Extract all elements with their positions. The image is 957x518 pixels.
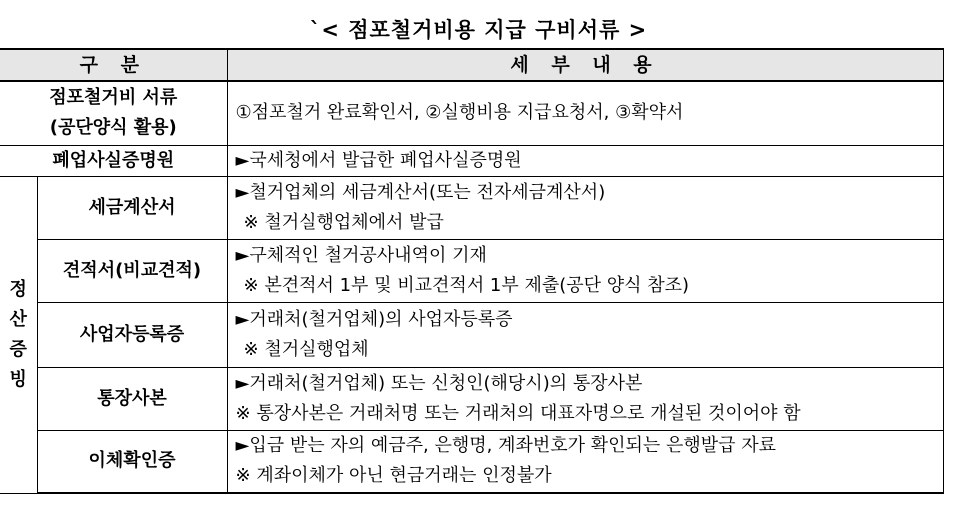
table-row	[0, 239, 943, 302]
header-details: 세 부 내 용	[227, 49, 943, 81]
table-row	[0, 81, 943, 145]
table-row	[0, 367, 943, 430]
row-category: 통장사본	[37, 367, 227, 430]
row-category: 세금계산서	[37, 176, 227, 239]
note-line: ※ 본견적서 1부 및 비교견적서 1부 제출(공단 양식 참조)	[243, 274, 690, 296]
row-content	[227, 239, 943, 302]
row-category: 폐업사실증명원	[0, 145, 227, 176]
row-content	[227, 145, 943, 176]
group-label-char: 빙	[9, 368, 27, 390]
note-line: ※ 통장사본은 거래처명 또는 거래처의 대표자명으로 개설된 것이어야 함	[235, 402, 801, 424]
row-content	[227, 176, 943, 239]
row-category: 견적서(비교견적)	[37, 239, 227, 302]
row-content	[227, 302, 943, 367]
row-content	[227, 81, 943, 145]
row-category: 사업자등록증	[37, 302, 227, 367]
group-label-char: 산	[9, 308, 27, 330]
table-row	[0, 302, 943, 367]
row-content	[227, 430, 943, 493]
content-line: ►거래처(철거업체) 또는 신청인(해당시)의 통장사본	[235, 372, 643, 394]
content-line: ►입금 받는 자의 예금주, 은행명, 계좌번호가 확인되는 은행발급 자료	[235, 435, 777, 457]
category-line: (공단양식 활용)	[49, 117, 177, 139]
table-row	[0, 430, 943, 493]
row-content	[227, 367, 943, 430]
note-line: ※ 철거실행업체에서 발급	[243, 211, 444, 233]
note-line: ※ 철거실행업체	[243, 338, 369, 360]
content-line: ►구체적인 철거공사내역이 기재	[235, 244, 487, 266]
row-category	[0, 81, 227, 145]
table-header-row	[0, 49, 943, 81]
content-line: ►국세청에서 발급한 폐업사실증명원	[235, 149, 522, 171]
group-label	[0, 176, 37, 493]
content-line: ①점포철거 완료확인서, ②실행비용 지급요청서, ③확약서	[235, 102, 684, 124]
category-line: 점포철거비 서류	[49, 87, 178, 109]
note-line: ※ 계좌이체가 아닌 현금거래는 인정불가	[235, 465, 552, 487]
content-line: ►철거업체의 세금계산서(또는 전자세금계산서)	[235, 181, 606, 203]
table-row	[0, 145, 943, 176]
group-label-char: 정	[9, 278, 27, 300]
table-row	[0, 176, 943, 239]
content-line: ►거래처(철거업체)의 사업자등록증	[235, 308, 513, 330]
required-documents-table	[0, 48, 944, 494]
header-category: 구 분	[0, 49, 227, 81]
group-label-char: 증	[9, 338, 27, 360]
document-title: `< 점포철거비용 지급 구비서류 >	[309, 18, 648, 42]
row-category: 이체확인증	[37, 430, 227, 493]
